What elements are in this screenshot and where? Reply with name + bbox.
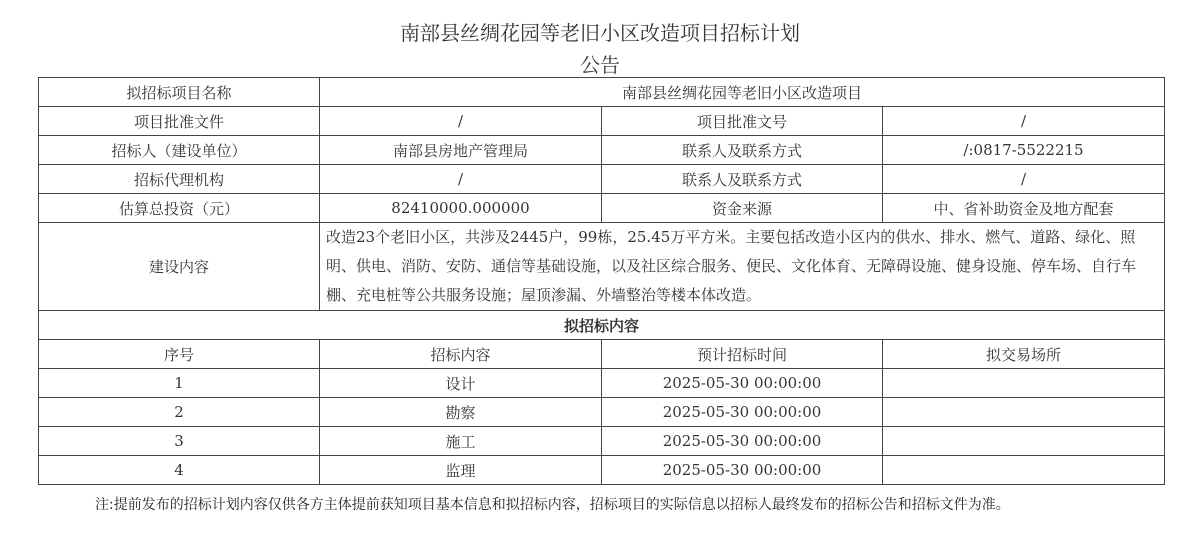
tenderer-value: 南部县房地产管理局: [320, 136, 602, 165]
row-no: 2: [39, 398, 320, 427]
content-value: 改造23个老旧小区，共涉及2445户，99栋，25.45万平方米。主要包括改造小区内的供水、排水、燃气、道路、绿化、照明、供电、消防、安防、通信等基础设施，以及社区综合服务、便民、文化体育、无障碍设施、健身设施、停车场、自行车棚、充电桩等公共服务设施；屋顶渗漏、外墙整治等楼本体改造。: [320, 223, 1165, 311]
row-time: 2025-05-30 00:00:00: [602, 398, 883, 427]
tenderer-contact-value: /:0817-5522215: [883, 136, 1165, 165]
project-name-label: 拟招标项目名称: [39, 78, 320, 107]
approval-no-label: 项目批准文号: [602, 107, 883, 136]
agency-contact-value: /: [883, 165, 1165, 194]
column-header-place: 拟交易场所: [883, 340, 1165, 369]
agency-contact-label: 联系人及联系方式: [602, 165, 883, 194]
row-content: 勘察: [320, 398, 602, 427]
table-row: [39, 456, 1165, 485]
page-title-suffix: 公告: [580, 53, 620, 77]
row-no: 3: [39, 427, 320, 456]
row-no: 4: [39, 456, 320, 485]
funding-label: 资金来源: [602, 194, 883, 223]
column-header-time: 预计招标时间: [602, 340, 883, 369]
disclaimer-note: 注:提前发布的招标计划内容仅供各方主体提前获知项目基本信息和拟招标内容，招标项目的实际信息以招标人最终发布的招标公告和招标文件为准。: [95, 497, 1010, 513]
agency-row: [39, 165, 1165, 194]
investment-label: 估算总投资（元）: [39, 194, 320, 223]
tenderer-contact-label: 联系人及联系方式: [602, 136, 883, 165]
agency-value: /: [320, 165, 602, 194]
investment-row: [39, 194, 1165, 223]
page-title: 南部县丝绸花园等老旧小区改造项目招标计划: [400, 21, 800, 45]
approval-row: [39, 107, 1165, 136]
agency-label: 招标代理机构: [39, 165, 320, 194]
column-header-content: 招标内容: [320, 340, 602, 369]
funding-value: 中、省补助资金及地方配套: [883, 194, 1165, 223]
table-row: [39, 369, 1165, 398]
row-time: 2025-05-30 00:00:00: [602, 369, 883, 398]
tenderer-row: [39, 136, 1165, 165]
row-place: [883, 456, 1165, 485]
project-name-value: 南部县丝绸花园等老旧小区改造项目: [320, 78, 1165, 107]
row-content: 监理: [320, 456, 602, 485]
table-row: [39, 427, 1165, 456]
tender-plan-table: [38, 77, 1165, 485]
row-content: 施工: [320, 427, 602, 456]
row-place: [883, 398, 1165, 427]
row-time: 2025-05-30 00:00:00: [602, 456, 883, 485]
investment-value: 82410000.000000: [320, 194, 602, 223]
column-header-no: 序号: [39, 340, 320, 369]
project-name-row: [39, 78, 1165, 107]
section-title: 拟招标内容: [39, 311, 1165, 340]
approval-no-value: /: [883, 107, 1165, 136]
row-time: 2025-05-30 00:00:00: [602, 427, 883, 456]
content-row: [39, 223, 1165, 311]
row-place: [883, 369, 1165, 398]
approval-doc-label: 项目批准文件: [39, 107, 320, 136]
row-content: 设计: [320, 369, 602, 398]
row-no: 1: [39, 369, 320, 398]
approval-doc-value: /: [320, 107, 602, 136]
tenderer-label: 招标人（建设单位）: [39, 136, 320, 165]
header-row: [39, 340, 1165, 369]
row-place: [883, 427, 1165, 456]
content-label: 建设内容: [39, 223, 320, 311]
table-row: [39, 398, 1165, 427]
section-row: [39, 311, 1165, 340]
